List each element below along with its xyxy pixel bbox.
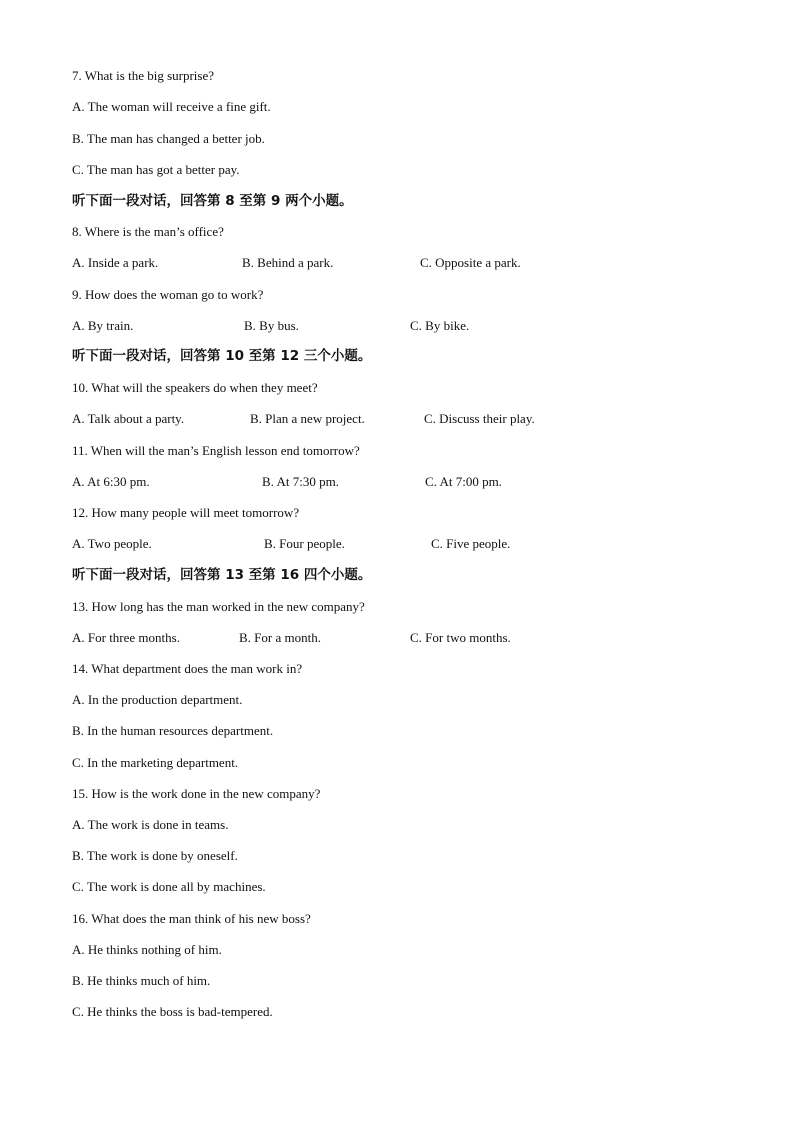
question-15: 15. How is the work done in the new company? xyxy=(72,786,321,801)
q9-options-row xyxy=(72,318,772,334)
question-7: 7. What is the big surprise? xyxy=(72,68,215,83)
q10-option-c: C. Discuss their play. xyxy=(424,411,535,426)
q11-option-a: A. At 6:30 pm. xyxy=(72,474,150,489)
q8-option-a: A. Inside a park. xyxy=(72,255,159,270)
q8-options-row xyxy=(72,255,772,271)
q10-options-row xyxy=(72,411,772,427)
q9-option-b: B. By bus. xyxy=(244,318,299,333)
q12-option-b: B. Four people. xyxy=(264,536,345,551)
question-12: 12. How many people will meet tomorrow? xyxy=(72,505,300,520)
question-8: 8. Where is the man’s office? xyxy=(72,224,224,239)
question-9: 9. How does the woman go to work? xyxy=(72,287,264,302)
q12-options-row xyxy=(72,536,772,552)
q7-option-a: A. The woman will receive a fine gift. xyxy=(72,99,271,114)
q8-option-b: B. Behind a park. xyxy=(242,255,334,270)
section-heading-10-12: 听下面一段对话，回答第 10 至第 12 三个小题。 xyxy=(72,348,372,364)
q9-option-a: A. By train. xyxy=(72,318,134,333)
q10-option-a: A. Talk about a party. xyxy=(72,411,185,426)
q16-option-b: B. He thinks much of him. xyxy=(72,973,211,988)
q14-option-b: B. In the human resources department. xyxy=(72,723,274,738)
q7-option-c: C. The man has got a better pay. xyxy=(72,162,240,177)
q12-option-a: A. Two people. xyxy=(72,536,152,551)
q8-option-c: C. Opposite a park. xyxy=(420,255,521,270)
q11-options-row xyxy=(72,474,772,490)
q16-option-c: C. He thinks the boss is bad-tempered. xyxy=(72,1004,273,1019)
q7-option-b: B. The man has changed a better job. xyxy=(72,131,265,146)
q15-option-c: C. The work is done all by machines. xyxy=(72,879,266,894)
q13-option-b: B. For a month. xyxy=(239,630,321,645)
question-16: 16. What does the man think of his new boss? xyxy=(72,911,311,926)
q13-option-a: A. For three months. xyxy=(72,630,180,645)
section-heading-8-9: 听下面一段对话，回答第 8 至第 9 两个小题。 xyxy=(72,193,353,209)
section-heading-13-16: 听下面一段对话，回答第 13 至第 16 四个小题。 xyxy=(72,567,372,583)
q11-option-b: B. At 7:30 pm. xyxy=(262,474,339,489)
q14-option-a: A. In the production department. xyxy=(72,692,243,707)
q16-option-a: A. He thinks nothing of him. xyxy=(72,942,222,957)
q15-option-b: B. The work is done by oneself. xyxy=(72,848,238,863)
q10-option-b: B. Plan a new project. xyxy=(250,411,365,426)
q11-option-c: C. At 7:00 pm. xyxy=(425,474,502,489)
q12-option-c: C. Five people. xyxy=(431,536,511,551)
q9-option-c: C. By bike. xyxy=(410,318,470,333)
q15-option-a: A. The work is done in teams. xyxy=(72,817,229,832)
question-13: 13. How long has the man worked in the new company? xyxy=(72,599,365,614)
q13-option-c: C. For two months. xyxy=(410,630,511,645)
question-10: 10. What will the speakers do when they meet? xyxy=(72,380,318,395)
question-14: 14. What department does the man work in? xyxy=(72,661,303,676)
q13-options-row xyxy=(72,630,772,646)
question-11: 11. When will the man’s English lesson end tomorrow? xyxy=(72,443,360,458)
q14-option-c: C. In the marketing department. xyxy=(72,755,239,770)
